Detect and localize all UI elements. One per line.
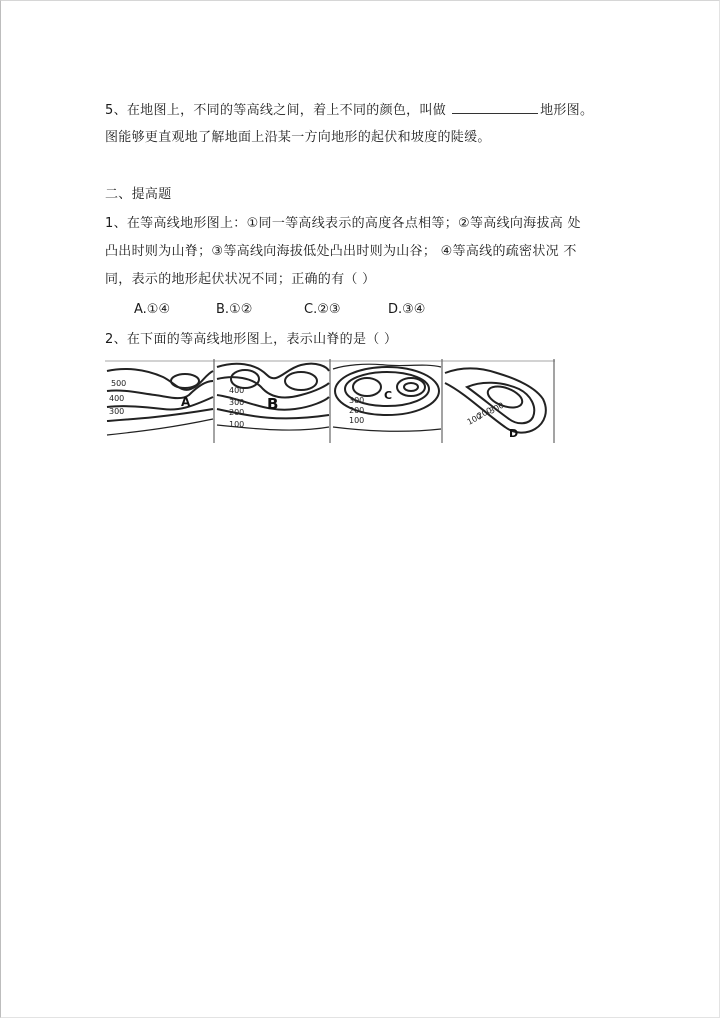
panel-c-label-300: 300 [349,396,365,405]
panel-d-label-300: 300 [487,400,506,416]
contour-figures [105,359,555,443]
panel-b-label-300: 300 [229,398,245,407]
panel-b-label-100: 100 [229,420,245,429]
panel-c-letter: C [384,389,393,402]
panel-d-label-100: 100 [465,411,484,427]
question-5-line-1 [105,101,593,120]
panel-b-label-200: 200 [229,408,245,417]
question-1-line-1: 1、在等高线地形图上：①同一等高线表示的高度各点相等；②等高线向海拔高 处 [105,216,581,231]
section-title: 二、提高题 [105,187,172,202]
question-5-line-2: 图能够更直观地了解地面上沿某一方向地形的起伏和坡度的陡缓。 [105,130,491,145]
panel-c-label-100: 100 [349,416,365,425]
option-c: C.②③ [304,302,341,317]
contour-map-c [333,364,441,431]
question-1-line-2: 凸出时则为山脊；③等高线向海拔低处凸出时则为山谷； ④等高线的疏密状况 不 [105,244,577,259]
panel-a-label-300: 300 [109,407,125,416]
option-b: B.①② [216,302,253,317]
question-5-text: 5、在地图上，不同的等高线之间，着上不同的颜色，叫做 [105,103,447,118]
question-2-text: 2、在下面的等高线地形图上，表示山脊的是（ ） [105,332,398,347]
panel-d-letter: D [509,427,519,440]
question-1-line-3: 同，表示的地形起伏状况不同；正确的有（ ） [105,272,376,287]
answer-blank [452,101,538,114]
contour-map-b [217,364,329,430]
contour-map-a [107,369,213,435]
panel-d-label-200: 200 [475,405,494,421]
panel-a-label-400: 400 [109,394,125,403]
panel-b-letter: B [267,395,279,413]
panel-b-label-400: 400 [229,386,245,395]
panel-c-label-200: 200 [349,406,365,415]
panel-a-letter: A [181,395,191,409]
contour-map-d [445,369,546,441]
option-a: A.①④ [134,302,171,317]
option-d: D.③④ [388,302,426,317]
question-5-suffix: 地形图。 [540,103,594,118]
panel-a-label-500: 500 [111,379,127,388]
